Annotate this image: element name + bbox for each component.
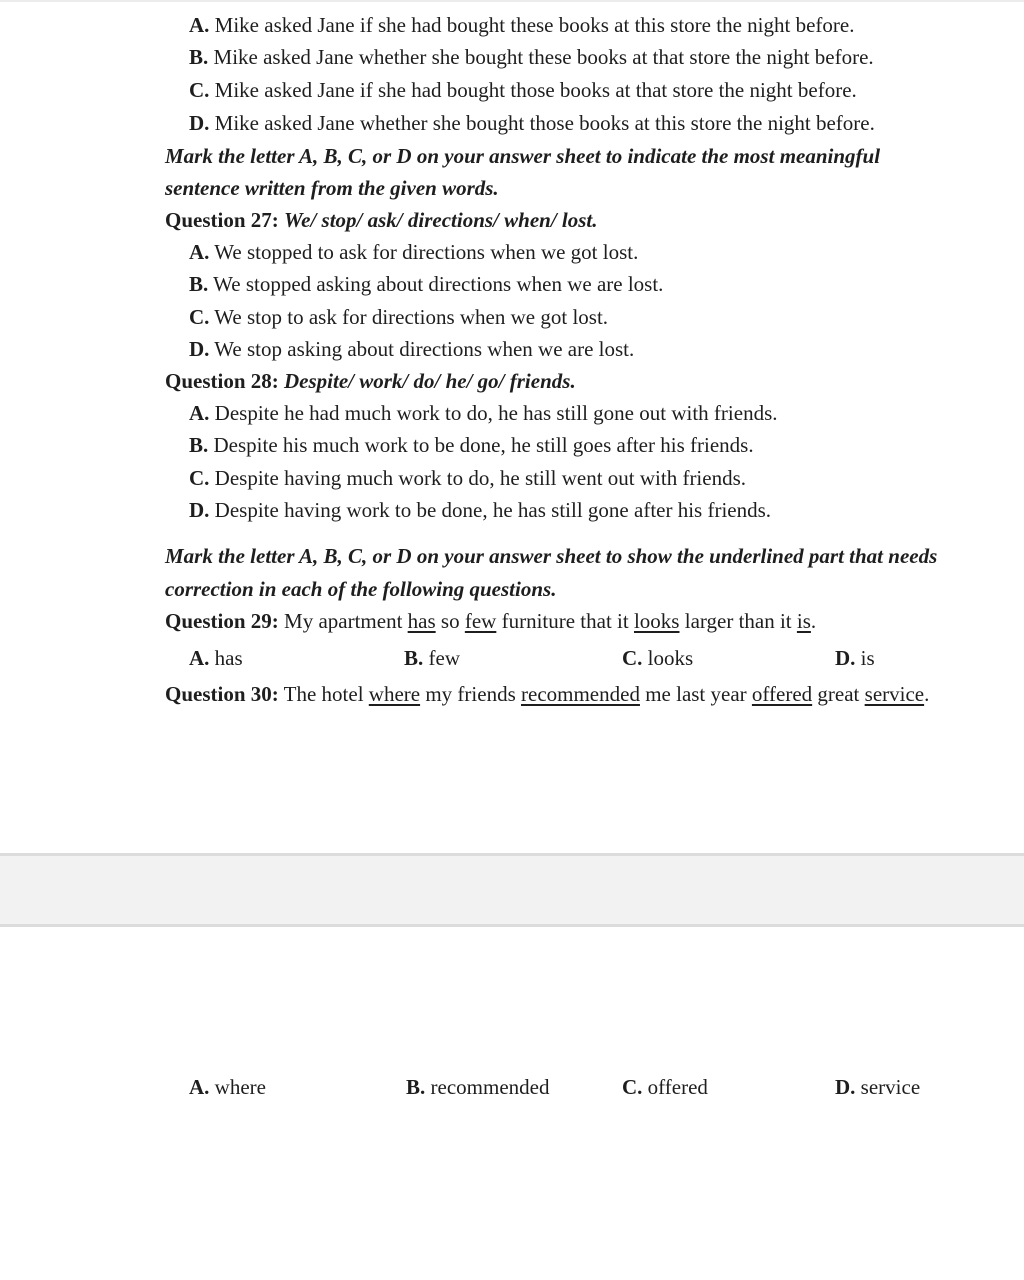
section-correction-line-1: Mark the letter A, B, C, or D on your answer sheet to show the underlined part that needs bbox=[165, 544, 938, 568]
underlined-where: where bbox=[368, 682, 421, 706]
underlined-service: service bbox=[864, 682, 925, 706]
document-page-2 bbox=[0, 927, 1024, 1280]
q30-choice-a: A. where bbox=[189, 1075, 266, 1099]
question-30: Question 30: The hotel where my friends recommended me last year offered great service. bbox=[165, 682, 930, 706]
q26-option-c: C. Mike asked Jane if she had bought those books at that store the night before. bbox=[189, 78, 857, 102]
q28-option-d: D. Despite having work to be done, he has still gone after his friends. bbox=[189, 498, 772, 522]
q27-option-b: B. We stopped asking about directions when we are lost. bbox=[189, 272, 664, 296]
question-27 bbox=[165, 207, 598, 233]
q28-option-b: B. Despite his much work to be done, he still goes after his friends. bbox=[189, 433, 754, 457]
q27-option-d: D. We stop asking about directions when we are lost. bbox=[189, 337, 635, 361]
question-27-prompt: We/ stop/ ask/ directions/ when/ lost. bbox=[284, 208, 598, 232]
q29-choice-a: A. has bbox=[189, 646, 243, 670]
question-29-label: Question 29: bbox=[165, 609, 279, 633]
q26-option-d: D. Mike asked Jane whether she bought those books at this store the night before. bbox=[189, 111, 875, 135]
underlined-recommended: recommended bbox=[521, 682, 640, 706]
question-28-prompt: Despite/ work/ do/ he/ go/ friends. bbox=[284, 369, 576, 393]
q26-option-a: A. Mike asked Jane if she had bought these books at this store the night before. bbox=[189, 13, 855, 37]
section-instruction-line-1: Mark the letter A, B, C, or D on your answer sheet to indicate the most meaningful bbox=[165, 144, 881, 168]
q28-option-c: C. Despite having much work to do, he still went out with friends. bbox=[189, 466, 747, 490]
q28-option-a: A. Despite he had much work to do, he has still gone out with friends. bbox=[189, 401, 778, 425]
q30-choice-d: D. service bbox=[835, 1075, 921, 1099]
q26-option-b: B. Mike asked Jane whether she bought these books at that store the night before. bbox=[189, 45, 874, 69]
question-30-label: Question 30: bbox=[165, 682, 279, 706]
section-correction-line-2: correction in each of the following questions. bbox=[165, 577, 557, 601]
underlined-is: is bbox=[796, 609, 811, 633]
underlined-has: has bbox=[407, 609, 436, 633]
question-28-label: Question 28: bbox=[165, 369, 279, 393]
q29-choice-c: C. looks bbox=[622, 646, 694, 670]
page-break-gap bbox=[0, 853, 1024, 927]
q27-option-c: C. We stop to ask for directions when we got lost. bbox=[189, 305, 609, 329]
underlined-looks: looks bbox=[633, 609, 680, 633]
underlined-offered: offered bbox=[751, 682, 813, 706]
question-27-label: Question 27: bbox=[165, 208, 279, 232]
q29-choice-b: B. few bbox=[404, 646, 460, 670]
question-29: Question 29: My apartment has so few furniture that it looks larger than it is. bbox=[165, 609, 817, 633]
question-28 bbox=[165, 368, 576, 394]
underlined-few: few bbox=[464, 609, 497, 633]
section-instruction-line-2: sentence written from the given words. bbox=[165, 176, 499, 200]
q29-choice-d: D. is bbox=[835, 646, 875, 670]
q30-choice-b: B. recommended bbox=[406, 1075, 550, 1099]
q30-choice-c: C. offered bbox=[622, 1075, 708, 1099]
q27-option-a: A. We stopped to ask for directions when we got lost. bbox=[189, 240, 639, 264]
